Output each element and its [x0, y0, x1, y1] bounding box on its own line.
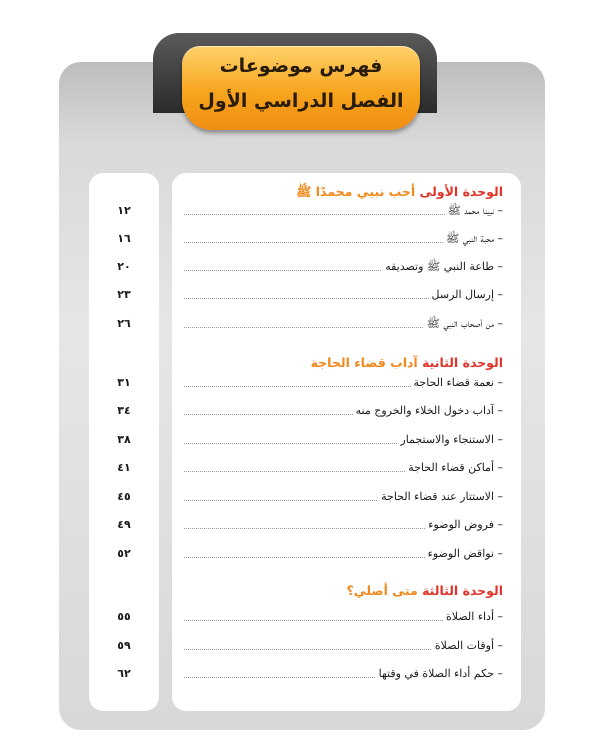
entry-title: – حكم أداء الصلاة في وقتها: [376, 665, 503, 683]
unit-1-heading: [296, 184, 503, 203]
toc-entry[interactable]: [172, 402, 521, 420]
page-number: ٢٠: [117, 260, 131, 273]
entry-title: – نواقض الوضوء: [425, 545, 503, 563]
semester-title: الفصل الدراسي الأول: [198, 90, 404, 112]
unit-2-label: الوحدة الثانية: [422, 355, 503, 370]
toc-entry[interactable]: [172, 286, 521, 304]
entry-title: – أداء الصلاة: [443, 608, 503, 626]
page-number: ٥٢: [117, 547, 131, 560]
unit-2-heading: [311, 355, 503, 370]
toc-entry[interactable]: [172, 374, 521, 392]
page-number: ١٦: [117, 232, 131, 245]
unit-3-label: الوحدة الثالثة: [422, 583, 503, 598]
entry-title: – الاستنجاء والاستجمار: [397, 431, 503, 449]
page-number: ٣١: [117, 376, 131, 389]
page-number: ٤٥: [117, 490, 131, 503]
unit-1-name: أحب نبيي محمدًا ﷺ: [296, 184, 416, 199]
page-number: ٢٣: [117, 288, 131, 301]
toc-entry[interactable]: [172, 608, 521, 626]
toc-entry[interactable]: [172, 202, 521, 220]
entry-title: – نعمة قضاء الحاجة: [411, 374, 504, 392]
toc-entry[interactable]: [172, 665, 521, 683]
toc-content-panel: [172, 173, 521, 711]
page-number: ٥٥: [117, 610, 131, 623]
unit-2-name: آداب قضاء الحاجة: [310, 355, 418, 370]
entry-title: – إرسال الرسل: [429, 286, 503, 304]
toc-entry[interactable]: [172, 459, 521, 477]
toc-entry[interactable]: [172, 315, 521, 333]
entry-title: – أوقات الصلاة: [432, 637, 503, 655]
toc-title: فهرس موضوعات: [219, 55, 383, 77]
unit-1-label: الوحدة الأولى: [419, 184, 503, 199]
toc-entry[interactable]: [172, 637, 521, 655]
entry-title: – أماكن قضاء الحاجة: [405, 459, 503, 477]
page-number: ٣٨: [117, 433, 131, 446]
unit-3-heading: [346, 583, 503, 598]
page-number: ٦٢: [117, 667, 131, 680]
toc-entry[interactable]: [172, 230, 521, 248]
page-number: ١٢: [117, 204, 131, 217]
page-number: ٤٩: [117, 518, 131, 531]
page-number: ٣٤: [117, 404, 131, 417]
toc-entry[interactable]: [172, 431, 521, 449]
toc-entry[interactable]: [172, 545, 521, 563]
toc-entry[interactable]: [172, 516, 521, 534]
page-number: ٤١: [117, 461, 131, 474]
page-number: ٥٩: [117, 639, 131, 652]
toc-entry[interactable]: [172, 488, 521, 506]
page-number: ٢٦: [117, 317, 131, 330]
entry-title: – طاعة النبي ﷺ وتصديقه: [382, 258, 503, 276]
unit-3-name: متى أصلي؟: [346, 583, 418, 598]
entry-title: – نبينا محمد ﷺ: [445, 202, 503, 220]
entry-title: – من أصحاب النبي ﷺ: [424, 315, 503, 333]
header-banner: [182, 46, 420, 130]
entry-title: – فروض الوضوء: [425, 516, 503, 534]
entry-title: – محبة النبي ﷺ: [443, 230, 503, 248]
toc-entry[interactable]: [172, 258, 521, 276]
entry-title: – آداب دخول الخلاء والخروج منه: [353, 402, 503, 420]
entry-title: – الاستتار عند قضاء الحاجة: [378, 488, 503, 506]
